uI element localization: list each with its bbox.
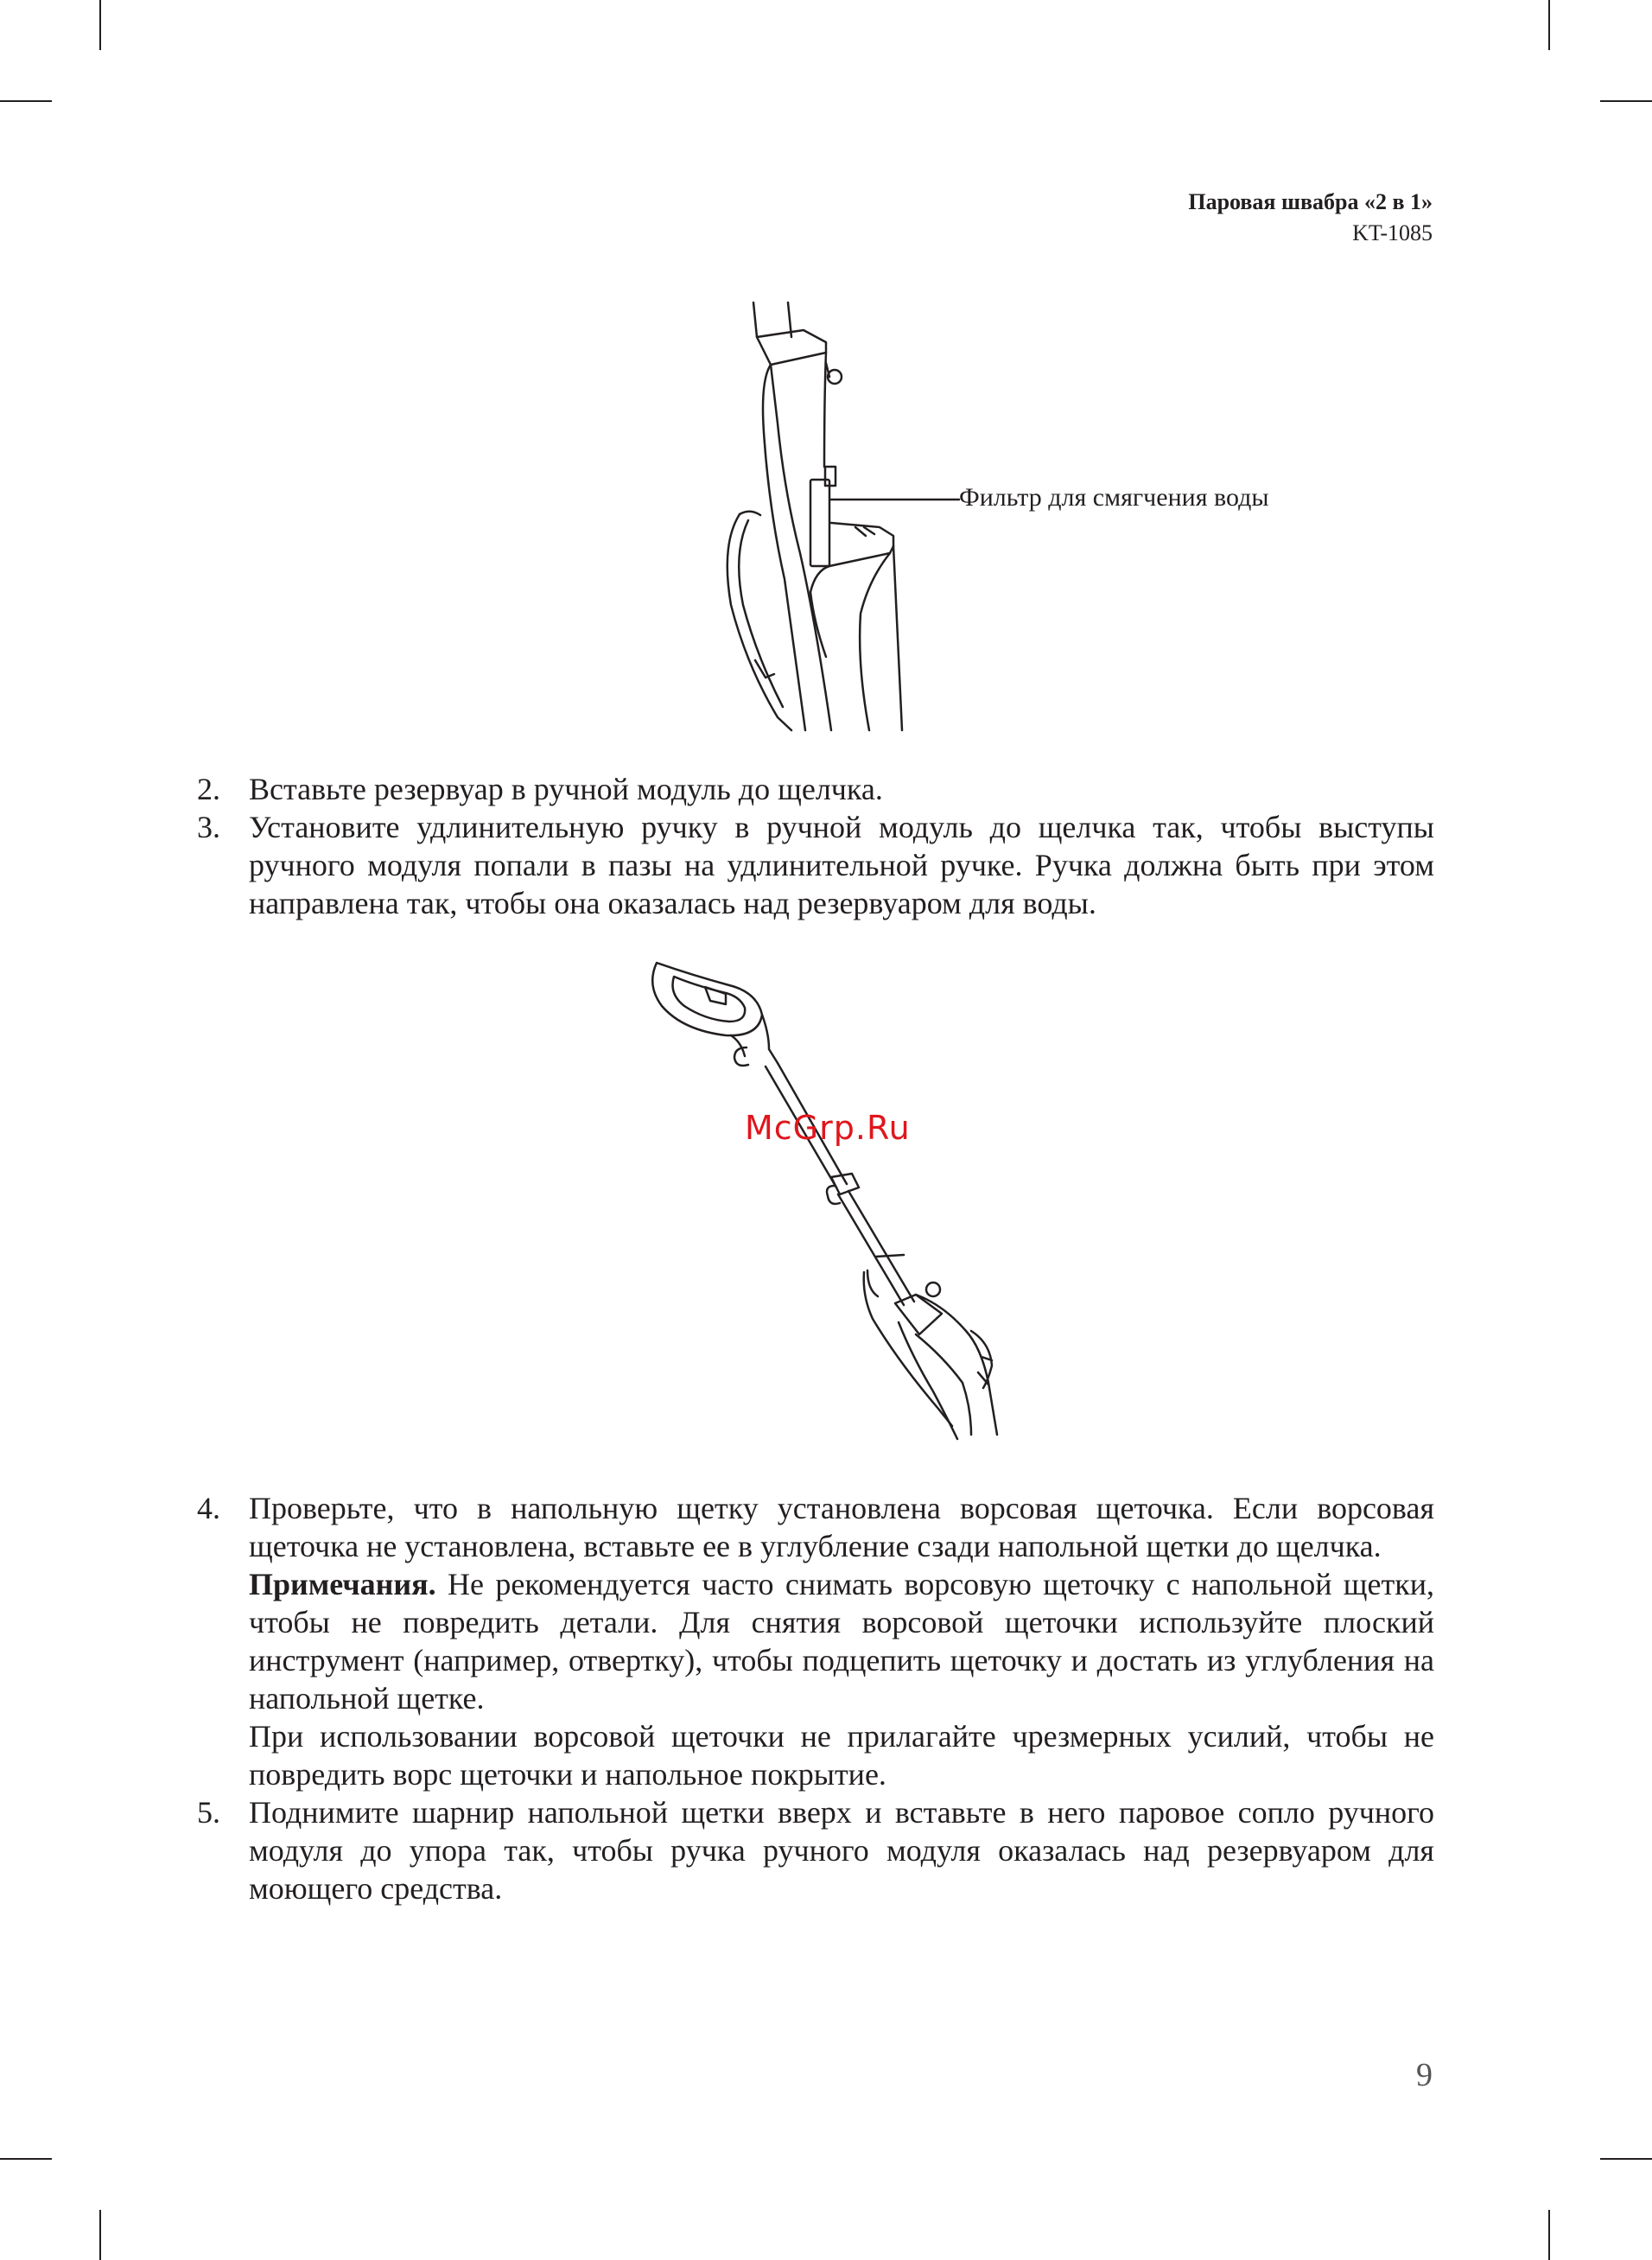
step-text: Установите удлинительную ручку в ручной модуль до щелчка так, чтобы выступы ручного модуля попали в пазы на удлинительной ручке. Ручка должна быть при этом направлена так, чтобы она оказалась над резервуаром для воды. (249, 810, 1434, 920)
header-title: Паровая швабра «2 в 1» (1188, 189, 1433, 214)
handheld-module-figure (708, 294, 968, 735)
extension-handle-attached-illustration (639, 951, 1020, 1452)
crop-mark (1600, 100, 1652, 102)
crop-mark (0, 100, 52, 102)
step-text: Проверьте, что в напольную щетку установлена ворсовая щеточка. Если ворсовая щеточка не установлена, вставьте ее в углубление сзади напольной щетки до щелчка. (249, 1491, 1434, 1563)
crop-mark (99, 2210, 101, 2260)
crop-mark (0, 2158, 52, 2160)
header-model: KT-1085 (1352, 220, 1433, 245)
steps-list-lower (197, 1489, 1434, 1907)
note-paragraph-2: При использовании ворсовой щеточки не прилагайте чрезмерных усилий, чтобы не повредить ворс щеточки и напольное покрытие. (249, 1719, 1434, 1792)
crop-mark (1600, 2158, 1652, 2160)
note-text: Не рекомендуется часто снимать ворсовую щеточку с напольной щетки, чтобы не повредить детали. Для снятия ворсовой щеточки используйте плоский инструмент (например, отвертку), чтобы подцепить щеточку и достать из углубления на напольной щетке. (249, 1567, 1434, 1716)
note-paragraph (197, 1565, 1434, 1717)
handheld-module-with-filter-illustration (708, 294, 968, 735)
list-item (197, 1489, 1434, 1565)
crop-mark (1548, 2210, 1550, 2260)
watermark: McGrp.Ru (745, 1109, 911, 1147)
step-number: 4. (197, 1491, 220, 1525)
running-header (1188, 186, 1433, 248)
page-number: 9 (1416, 2057, 1433, 2093)
step-text: Поднимите шарнир напольной щетки вверх и вставьте в него паровое сопло ручного модуля до упора так, чтобы ручка ручного модуля оказалась над резервуаром для моющего средства. (249, 1795, 1434, 1906)
extension-handle-figure (639, 951, 1020, 1452)
list-item (197, 770, 1434, 808)
step-number: 2. (197, 772, 220, 806)
step-number: 3. (197, 810, 220, 844)
list-item (197, 808, 1434, 922)
list-item (197, 1793, 1434, 1907)
crop-mark (99, 0, 101, 50)
steps-list-upper (197, 770, 1434, 922)
crop-mark (1548, 0, 1550, 50)
note-label: Примечания. (249, 1567, 436, 1601)
step-text: Вставьте резервуар в ручной модуль до щелчка. (249, 772, 883, 806)
filter-callout-label: Фильтр для смягчения воды (959, 483, 1269, 512)
step-number: 5. (197, 1795, 220, 1830)
